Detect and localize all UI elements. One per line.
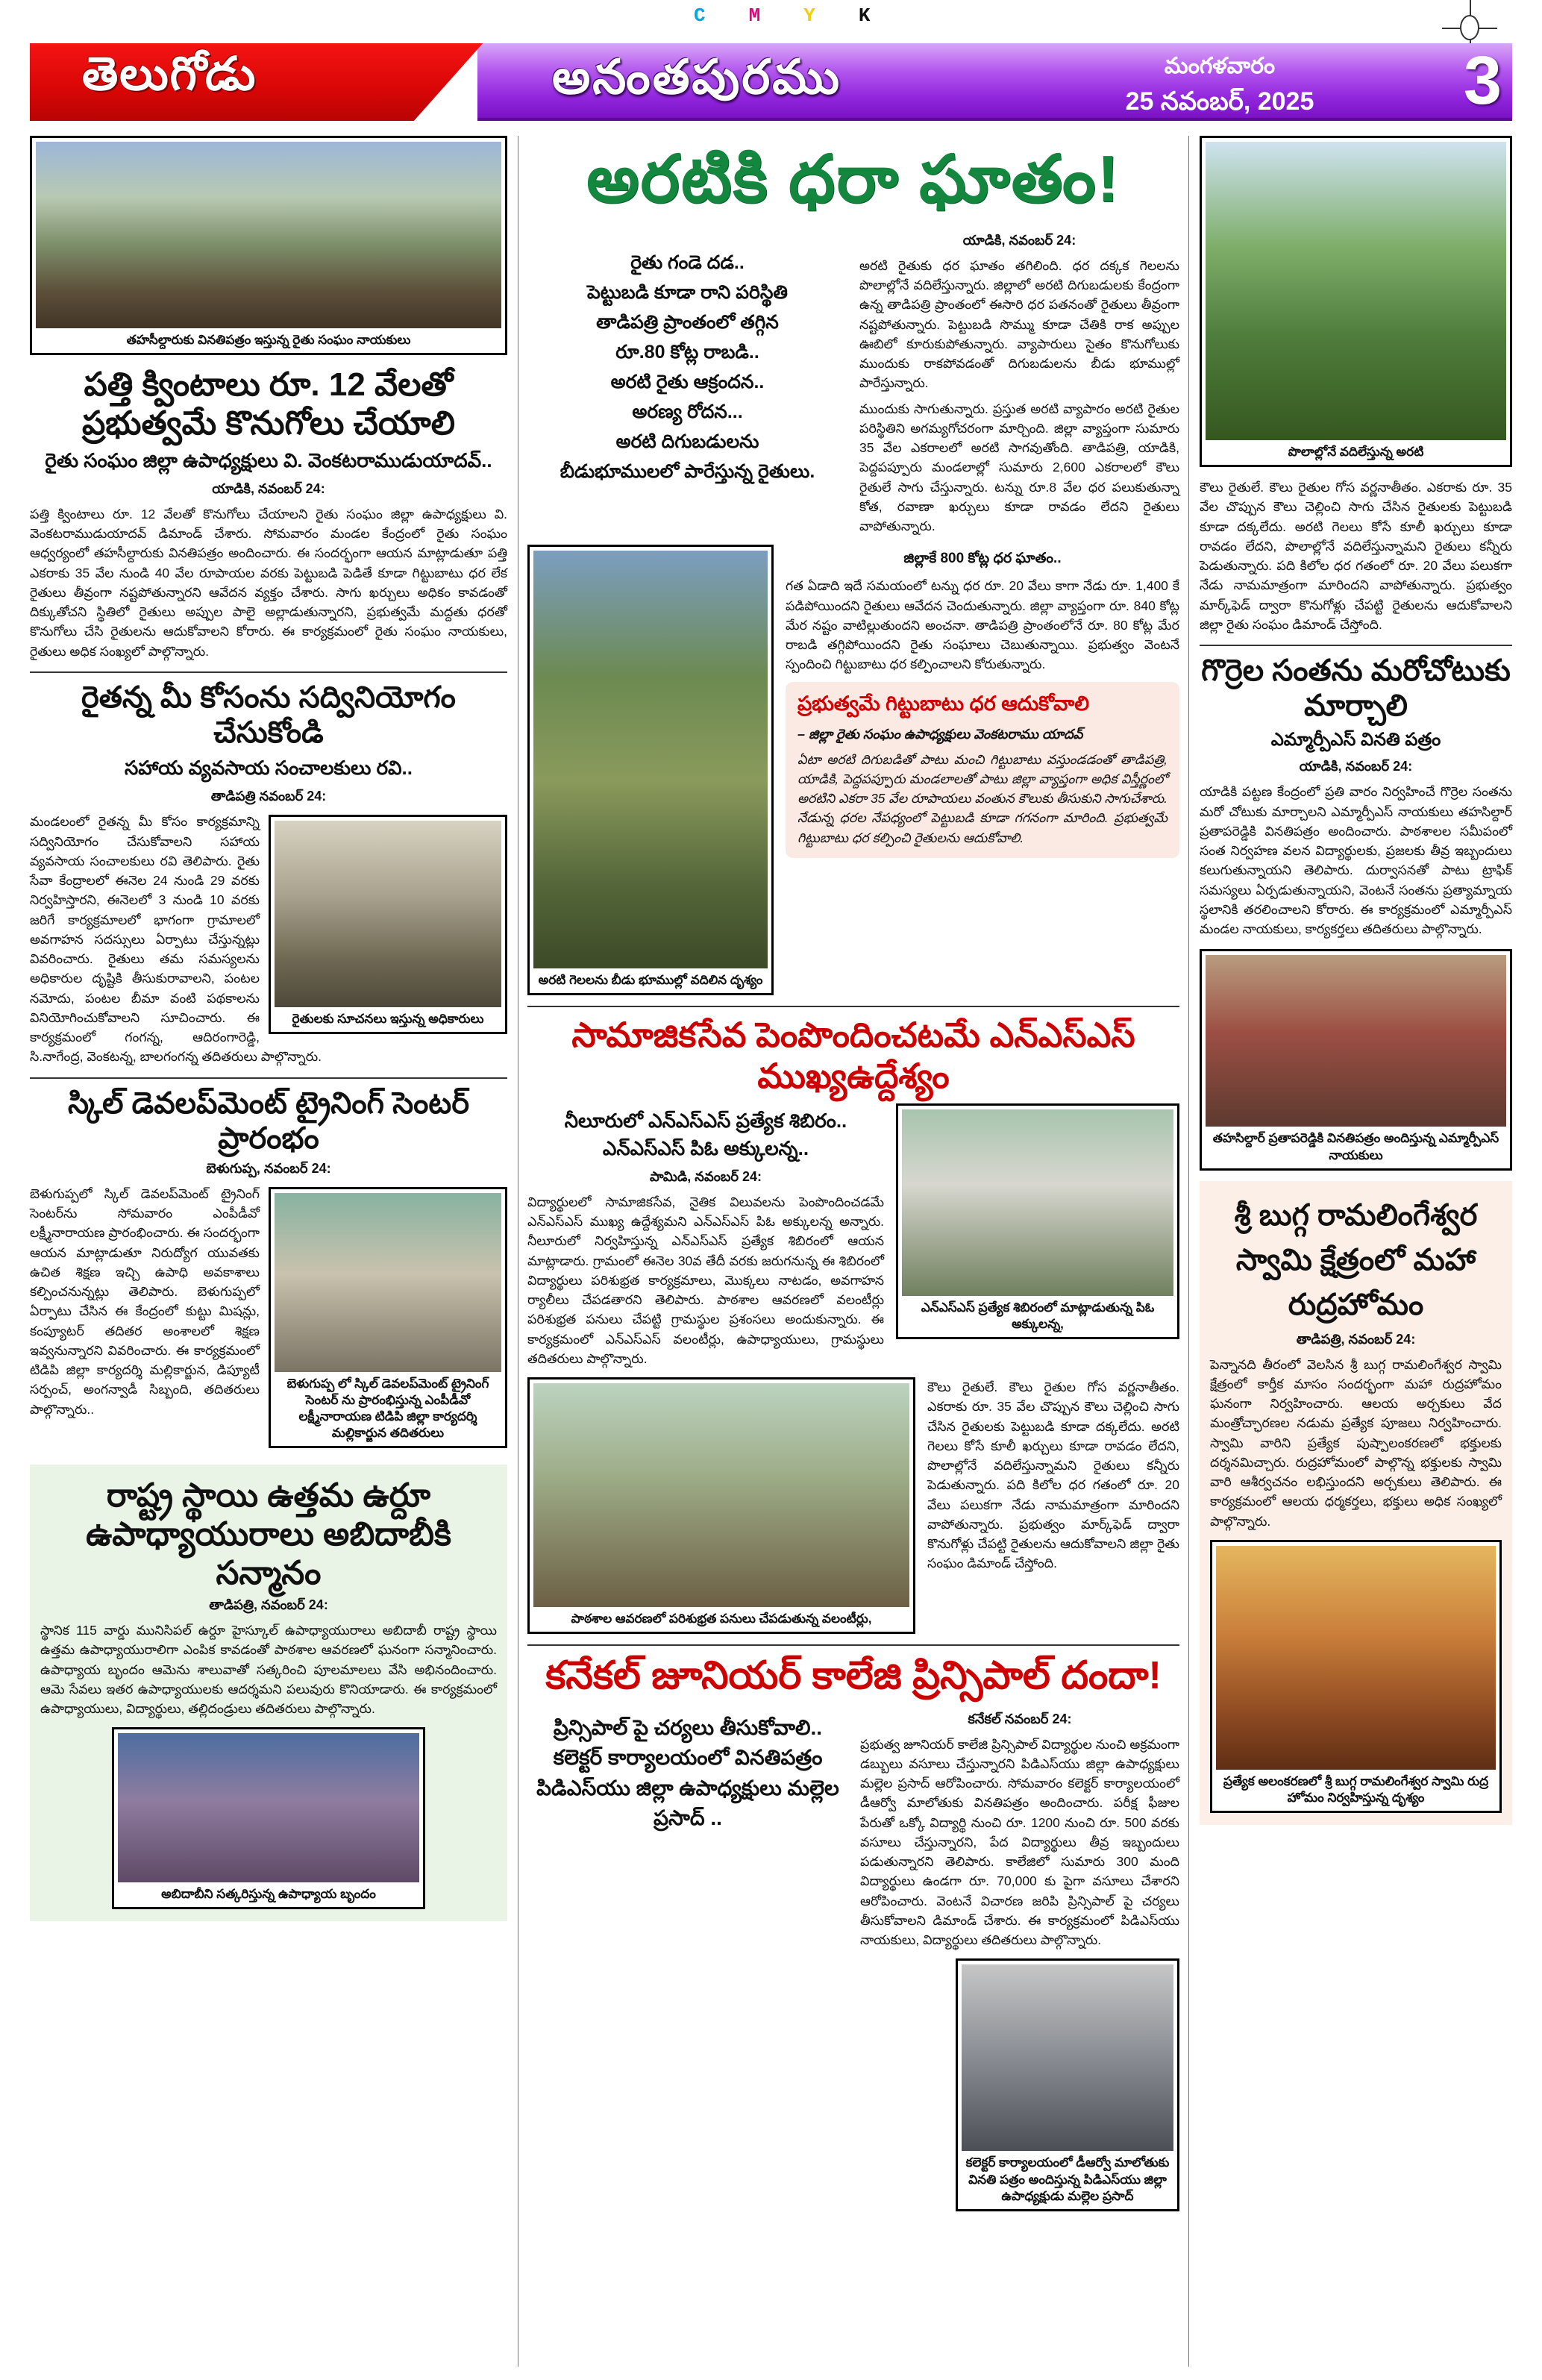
article-headline: శ్రీ బుగ్గ రామలింగేశ్వర స్వామి క్షేత్రంలో మహా రుద్రహోమం: [1234, 1198, 1478, 1321]
article-body: పత్తి క్వింటాలు రూ. 12 వేలతో కొనుగోలు చేయాలని రైతు సంఘం జిల్లా ఉపాధ్యక్షులు వి. వెంకటరాముడుయాదవ్ డిమాండ్ చేశారు. సోమవారం మండల కేంద్రంలో రైతు సంఘం ఆధ్వర్యంలో తహసీల్దారుకు వినతిపత్రం అందించారు. ఈ సందర్భంగా ఆయన మాట్లాడుతూ పత్తి ఎకరాకు 35 వేల నుండి 40 వేల రూపాయల వరకు పెట్టుబడి పెడితే కూడా గిట్టుబాటు ధర లేక రైతులు తీవ్రంగా నష్టపోతున్నారని ఆవేదన వ్యక్తం చేశారు. సాగు ఖర్చులు అధికం కావడంతో దిక్కుతోచని స్థితిలో రైతులు అప్పుల పాలై అల్లాడుతున్నారని, ప్రభుత్వమే మద్దతు ధరతో కొనుగోలు చేసి రైతులను ఆదుకోవాలని కోరారు. ఈ కార్యక్రమంలో రైతు సంఘం నాయకులు, రైతులు అధిక సంఖ్యలో పాల్గొన్నారు.: [30, 506, 507, 659]
crosshead: జిల్లాకే 800 కోట్ల ధర ఘాతం..: [903, 551, 1062, 567]
article-body: గత ఏడాది ఇదే సమయంలో టన్ను ధర రూ. 20 వేలు కాగా నేడు రూ. 1,400 కే పడిపోయిందని రైతులు ఆవేదన చెందుతున్నారు. జిల్లా వ్యాప్తంగా రూ. 840 కోట్ల మేర నష్టం వాటిల్లుతుందని అంచనా. తాడిపత్రి ప్రాంతంలోనే రూ. 80 కోట్ల మేర రాబడి తగ్గిపోయిందని రైతు సంఘాలు చెబుతున్నాయి. ప్రభుత్వం వెంటనే స్పందించి గిట్టుబాటు ధర కల్పించాలని కోరుతున్నారు.: [786, 578, 1179, 672]
dateline: బెళుగుప్ప, నవంబర్ 24:: [206, 1160, 331, 1176]
intro-line: పెట్టుబడి కూడా రాని పరిస్థితి: [587, 281, 788, 303]
left-column: [30, 136, 507, 2367]
article-headline: పత్తి క్వింటాలు రూ. 12 వేలతో ప్రభుత్వమే కొనుగోలు చేయాలి: [82, 366, 455, 442]
article-temple: [1200, 1181, 1512, 1825]
intro-line: రైతు గండె దడ..: [630, 251, 745, 273]
dateline: తాడిపత్రి నవంబర్ 24:: [210, 789, 327, 804]
article-body-wrap: [30, 812, 507, 1066]
temple-deity-photo: [1216, 1546, 1496, 1770]
banana-lead-text: [859, 228, 1179, 536]
article-body: ప్రభుత్వ జూనియర్ కాలేజి ప్రిన్సిపాల్ విద్యార్థుల నుంచి అక్రమంగా డబ్బులు వసూలు చేస్తున్నారని పిడిఎస్‌యు జిల్లా ఉపాధ్యక్షులు మల్లెల ప్రసాద్ ఆరోపించారు. సోమవారం కలెక్టర్ కార్యాలయంలో డీఆర్వో మాలోతుకు వినతిపత్రం అందించారు. పరీక్ష ఫీజుల పేరుతో ఒక్కో విద్యార్థి నుంచి రూ. 1200 నుంచి రూ. 500 వరకు వసూలు చేస్తున్నారని, పేద విద్యార్థులు తీవ్ర ఇబ్బందులు పడుతున్నారని తెలిపారు. కాలేజిలో సుమారు 300 మంది విద్యార్థులు ఉండగా రూ. 70,000 కు పైగా వసూలు చేశారని ఆరోపించారు. వెంటనే విచారణ జరిపి ప్రిన్సిపాల్ పై చర్యలు తీసుకోవాలని డిమాండ్ చేశారు. ఈ కార్యక్రమంలో పిడిఎస్‌యు నాయకులు, విద్యార్థులు తదితరులు పాల్గొన్నారు.: [860, 1736, 1179, 1948]
intro-line: అరటి దిగుబడులను: [615, 430, 759, 452]
article-nss: [527, 1006, 1179, 1634]
teacher-felicitation-photo: [118, 1733, 419, 1882]
page-number: 3: [1463, 43, 1502, 119]
article-subhead: సహాయ వ్యవసాయ సంచాలకులు రవి..: [125, 757, 413, 780]
photo-caption: పొలాల్లోనే వదిలేస్తున్న అరటి: [1288, 445, 1424, 459]
skill-centre-photo: [275, 1193, 501, 1372]
dateline: పామిడి, నవంబర్ 24:: [649, 1168, 762, 1184]
intro-line: రూ.80 కోట్ల రాబడి..: [615, 341, 759, 363]
principal-row2: [527, 1958, 1179, 2211]
masthead: [30, 43, 1512, 121]
photo-temple-deity: [1210, 1540, 1502, 1813]
article-principal: [527, 1644, 1179, 2211]
article-body: మండలంలో రైతన్న మీ కోసం కార్యక్రమాన్ని సద్వినియోగం చేసుకోవాలని సహాయ వ్యవసాయ సంచాలకులు రవి తెలిపారు. రైతు సేవా కేంద్రాలలో ఈనెల 24 నుండి 29 వరకు నిర్వహిస్తారని, ఈనెలలో 3 నుండి 10 వరకు జరిగే కార్యక్రమాలలో భాగంగా గ్రామాలలో అవగాహన సదస్సులు ఏర్పాటు చేస్తున్నట్లు వివరించారు. రైతులు తమ సమస్యలను అధికారుల దృష్టికి తీసుకురావాలని, పంటల నమోదు, పంటల బీమా వంటి పథకాలను వినియోగించుకోవాలని సూచించారు. ఈ కార్యక్రమంలో గంగన్న, ఆదిరంగారెడ్డి, సి.నాగేంద్ర, వెంకటన్న, బాలగంగన్న తదితరులు పాల్గొన్నారు.: [30, 814, 322, 1065]
photo-nss-speech: [896, 1103, 1179, 1339]
article-cotton: [30, 366, 507, 661]
article-skill: [30, 1077, 507, 1455]
officials-photo: [275, 821, 501, 1007]
article-body-continued: కౌలు రైతులే. కౌలు రైతుల గోస వర్ణనాతీతం. ఎకరాకు రూ. 35 వేల చొప్పున కౌలు చెల్లించి సాగు చేసిన రైతులకు పెట్టుబడి కూడా దక్కలేదు. అరటి గెలలు కోసే కూలీ ఖర్చులు కూడా రావడం లేదని, పొలాల్లోనే వదిలేస్తున్నామని రైతులు కన్నీరు పెడుతున్నారు. పది కిలోల ధర గతంలో రూ. 20 వేలు పలుకగా నేడు నామమాత్రంగా మారిందని వాపోతున్నారు. ప్రభుత్వం మార్క్‌ఫెడ్ ద్వారా కొనుగోళ్లు చేపట్టి రైతులను ఆదుకోవాలని జిల్లా రైతు సంఘం డిమాండ్ చేస్తోంది.: [927, 1380, 1179, 1571]
quote-title: ప్రభుత్వమే గిట్టుబాటు ధర ఆదుకోవాలి: [797, 692, 1090, 715]
article-body: పెన్నానది తీరంలో వెలసిన శ్రీ బుగ్గ రామలింగేశ్వర స్వామి క్షేత్రంలో కార్తీక మాసం సందర్భంగా మహా రుద్రహోమం ఘనంగా నిర్వహించారు. ఆలయ అర్చకులు వేద మంత్రోచ్ఛారణల నడుమ ప్రత్యేక పూజలు నిర్వహించారు. స్వామి వారిని ప్రత్యేక పుష్పాలంకరణలో భక్తులకు దర్శనమిచ్చారు. రుద్రహోమంలో పాల్గొన్న భక్తులకు స్వామి వారి ఆశీర్వచనం లభిస్తుందని అర్చకులు తెలిపారు. ఈ కార్యక్రమంలో ఆలయ ధర్మకర్తలు, భక్తులు అధిక సంఖ్యలో పాల్గొన్నారు.: [1210, 1356, 1502, 1529]
photo-caption: కలెక్టర్ కార్యాలయంలో డీఆర్వో మాలోతుకు వినతి పత్రం అందిస్తున్న పిడిఎస్‌యు జిల్లా ఉపాధ్యక్షుడు మల్లెల ప్రసాద్: [965, 2155, 1170, 2203]
photo-caption: తహసిల్దార్ ప్రతాపరెడ్డికి వినతిపత్రం అందిస్తున్న ఎమ్మార్పీఎస్ నాయకులు: [1212, 1131, 1499, 1162]
nss-lead: [527, 1103, 884, 1368]
farmers-group-photo: [36, 142, 501, 328]
intro-line: తాడిపత్రి ప్రాంతంలో తగ్గిన: [596, 311, 779, 333]
photo-caption: అబిదాబీని సత్కరిస్తున్న ఉపాధ్యాయ బృందం: [161, 1887, 376, 1902]
intro-line: అరటి రైతు ఆక్రందన..: [610, 371, 765, 392]
photo-caption: పాఠశాల ఆవరణలో పరిశుభ్రత పనులు చేపడుతున్న వలంటీర్లు,: [571, 1612, 872, 1626]
weekday: మంగళవారం: [1164, 54, 1276, 78]
cmyk-c: C: [694, 4, 706, 27]
quote-attribution: – జిల్లా రైతు సంఘం ఉపాధ్యక్షులు వెంకటరాము యాదవ్: [797, 726, 1083, 742]
photo-tahsildar-meeting: [1200, 949, 1512, 1170]
center-column: [518, 136, 1189, 2367]
principal-row1: [527, 1707, 1179, 1950]
date: 25 నవంబర్, 2025: [1125, 87, 1314, 116]
nss-row2: [527, 1377, 1179, 1634]
article-body-wrap: [30, 1184, 507, 1441]
article-body: విద్యార్థులలో సామాజికసేవ, నైతిక విలువలను పెంపొందించడమే ఎన్ఎస్ఎస్ ముఖ్య ఉద్దేశ్యమని ఎన్ఎస్ఎస్ పిఓ అక్కులన్న అన్నారు. నీలూరులో నిర్వహిస్తున్న ఎన్ఎస్ఎస్ ప్రత్యేక శిబిరంలో ఆయన మాట్లాడారు. గ్రామంలో ఈనెల 30వ తేదీ వరకు జరుగనున్న ఈ శిబిరంలో విద్యార్థులు పరిశుభ్రత కార్యక్రమాలు, మొక్కలు నాటడం, అవగాహన ర్యాలీలు చేపడతారని తెలిపారు. పాఠశాల ఆవరణలో వలంటీర్లు పరిశుభ్రత పనులు చేపట్టి గ్రామస్థుల ప్రశంసలు అందుకున్నారు. ఈ కార్యక్రమంలో ఎన్ఎస్ఎస్ వలంటీర్లు, ఉపాధ్యాయులు, గ్రామస్థులు తదితరులు పాల్గొన్నారు.: [527, 1194, 884, 1366]
photo-officials: [269, 815, 507, 1034]
photo-caption: ఎన్ఎస్ఎస్ ప్రత్యేక శిబిరంలో మాట్లాడుతున్న పిఓ అక్కులన్న,: [921, 1300, 1155, 1332]
photo-caption: అరటి గెలలను బీడు భూముల్లో వదిలిన దృశ్యం: [538, 973, 763, 988]
banana-lead: [527, 228, 1179, 536]
article-headline: స్కిల్ డెవలప్‌మెంట్ ట్రైనింగ్ సెంటర్ ప్రారంభం: [67, 1086, 470, 1155]
banana-field-photo: [1206, 142, 1506, 440]
article-subhead: రైతు సంఘం జిల్లా ఉపాధ్యక్షులు వి. వెంకటరాముడుయాదవ్..: [45, 448, 492, 472]
photo-nss-volunteers: [527, 1377, 915, 1634]
nss-speech-photo: [902, 1109, 1173, 1296]
main-headline: అరటికి ధరా ఘాతం!: [586, 142, 1121, 216]
dateline: తాడిపత్రి, నవంబర్ 24:: [1296, 1331, 1416, 1347]
photo-caption: ప్రత్యేక అలంకరణలో శ్రీ బుగ్గ రామలింగేశ్వర స్వామి రుద్ర హోమం నిర్వహిస్తున్న దృశ్యం: [1223, 1773, 1489, 1805]
page-content: [30, 136, 1512, 2367]
banana-dumped-photo: [533, 551, 768, 968]
cmyk-y: Y: [803, 4, 815, 27]
intro-line: అరణ్య రోదన...: [632, 401, 743, 422]
article-sheep: [1200, 645, 1512, 939]
photo-caption: రైతులకు సూచనలు ఇస్తున్న అధికారులు: [292, 1012, 484, 1027]
nss-volunteers-photo: [533, 1383, 909, 1607]
photo-collector-office: [956, 1958, 1179, 2211]
article-headline: సామాజికసేవ పెంపొందించటమే ఎన్ఎస్ఎస్ ముఖ్యఉద్దేశ్యం: [571, 1015, 1135, 1095]
cmyk-m: M: [748, 4, 761, 27]
article-subhead: ప్రిన్సిపాల్ పై చర్యలు తీసుకోవాలి.. కలెక్టర్ కార్యాలయంలో వినతిపత్రం పిడిఎస్‌యు జిల్లా ఉపాధ్యక్షులు మల్లెల ప్రసాద్ ..: [536, 1715, 839, 1830]
dateline: తాడిపత్రి, నవంబర్ 24:: [209, 1597, 328, 1612]
article-body: స్థానిక 115 వార్డు మునిసిపల్ ఉర్దూ హైస్కూల్ ఉపాధ్యాయురాలు అబిదాబీ రాష్ట్ర స్థాయి ఉత్తమ ఉపాధ్యాయురాలిగా ఎంపిక కావడంతో పాఠశాల ఆవరణలో ఘనంగా సన్మానించారు. ఉపాధ్యాయ బృందం ఆమెను శాలువాతో సత్కరించి పూలమాలలు వేసి అభినందించారు. ఆమె సేవలు ఇతర ఉపాధ్యాయులకు ఆదర్శమని పలువురు కొనియాడారు. ఈ కార్యక్రమంలో ఉపాధ్యాయులు, విద్యార్థులు, తల్లిదండ్రులు తదితరులు పాల్గొన్నారు.: [40, 1623, 497, 1716]
banana-continued-text: కౌలు రైతులే. కౌలు రైతుల గోస వర్ణనాతీతం. ఎకరాకు రూ. 35 వేల చొప్పున కౌలు చెల్లించి సాగు చేసిన రైతులకు పెట్టుబడి కూడా దక్కలేదు. అరటి గెలలు కోసే కూలీ ఖర్చులు కూడా రావడం లేదని, పొలాల్లోనే వదిలేస్తున్నామని రైతులు కన్నీరు పెడుతున్నారు. పది కిలోల ధర గతంలో రూ. 20 వేలు పలుకగా నేడు నామమాత్రంగా మారిందని వాపోతున్నారు. ప్రభుత్వం మార్క్‌ఫెడ్ ద్వారా కొనుగోళ్లు చేపట్టి రైతులను ఆదుకోవాలని జిల్లా రైతు సంఘం డిమాండ్ చేస్తోంది.: [1200, 480, 1512, 632]
photo-banana-dumped: [527, 545, 774, 995]
dateline: యాడికి, నవంబర్ 24:: [212, 480, 325, 496]
cmyk-k: K: [858, 4, 871, 27]
dateline: యాడికి, నవంబర్ 24:: [962, 232, 1076, 248]
intro-line: బీడుభూములలో పారేస్తున్న రైతులు.: [560, 460, 815, 482]
photo-caption: బెళుగుప్ప లో స్కిల్ డెవలప్‌మెంట్ ట్రైనింగ్ సెంటర్ ను ప్రారంభిస్తున్న ఎంపీడీవో లక్ష్మీనారాయణ టిడిపి జిల్లా కార్యదర్శి మల్లికార్జున తదితరులు: [286, 1376, 489, 1441]
collector-office-photo: [962, 1964, 1173, 2151]
article-body: బెళుగుప్పలో స్కిల్ డెవలప్‌మెంట్ ట్రైనింగ్ సెంటర్‌ను సోమవారం ఎంపీడీవో లక్ష్మీనారాయణ ప్రారంభించారు. ఈ సందర్భంగా ఆయన మాట్లాడుతూ నిరుద్యోగ యువతకు ఉచిత శిక్షణ ఇచ్చి ఉపాధి అవకాశాలు కల్పించనున్నట్లు తెలిపారు. బెళుగుప్పలో ఏర్పాటు చేసిన ఈ కేంద్రంలో కుట్టు మిషన్లు, కంప్యూటర్ తదితర అంశాలలో శిక్షణ ఇవ్వనున్నారని వివరించారు. ఈ కార్యక్రమంలో టిడిపి జిల్లా కార్యదర్శి మల్లికార్జున, డిప్యూటీ సర్పంచ్, అంగన్వాడీ సిబ్బంది, తదితరులు పాల్గొన్నారు..: [30, 1186, 260, 1417]
edition-name: అనంతపురము: [552, 50, 842, 104]
banana-mid-row: [527, 545, 1179, 995]
dateline: యాడికి, నవంబర్ 24:: [1299, 759, 1413, 774]
photo-caption: తహసీల్దారుకు వినతిపత్రం ఇస్తున్న రైతు సంఘం నాయకులు: [126, 333, 411, 347]
article-urdu-teacher: [30, 1465, 507, 1921]
article-body: యాడికి పట్టణ కేంద్రంలో ప్రతి వారం నిర్వహించే గొర్రెల సంతను మరో చోటుకు మార్చాలని ఎమ్మార్పీఎస్ నాయకులు తహసిల్దార్ ప్రతాపరెడ్డికి వినతిపత్రం అందించారు. పాఠశాలల సమీపంలో సంత నిర్వహణ వలన విద్యార్థులకు, ప్రజలకు తీవ్ర ఇబ్బందులు కలుగుతున్నాయని తెలిపారు. దుర్వాసనతో పాటు ట్రాఫిక్ సమస్యలు ఏర్పడుతున్నాయని, వెంటనే సంతను ప్రత్యామ్నాయ స్థలానికి తరలించాలని కోరారు. ఈ కార్యక్రమంలో ఎమ్మార్పీఎస్ మండల నాయకులు, కార్యకర్తలు తదితరులు పాల్గొన్నారు.: [1200, 784, 1512, 937]
banana-intro-deck: [527, 228, 847, 536]
nss-row1: [527, 1103, 1179, 1368]
quote-body: ఏటా అరటి దిగుబడితో పాటు మంచి గిట్టుబాటు వస్తుండడంతో తాడిపత్రి, యాడికి, పెద్దపప్పూరు మండలాలతో పాటు జిల్లా వ్యాప్తంగా అధిక విస్తీర్ణంలో అరటిని ఎకరా 35 వేల రూపాయలు వంతున కౌలుకు తీసుకుని సాగుచేశారు. నేడున్న ధరల నేపధ్యంలో పెట్టుబడి కూడా గగనంగా మారింది. ప్రభుత్వమే గిట్టుబాటు ధర కల్పించి రైతులను ఆదుకోవాలి.: [797, 751, 1168, 845]
principal-lead: [860, 1707, 1179, 1950]
photo-farmers-group: [30, 136, 507, 355]
article-headline: రైతన్న మీ కోసంను సద్వినియోగం చేసుకోండి: [81, 680, 456, 750]
article-headline: గొర్రెల సంతను మరోచోటుకు మార్చాలి: [1201, 654, 1511, 723]
dateline: కనేకల్ నవంబర్ 24:: [968, 1711, 1072, 1726]
article-subhead: నీలూరులో ఎన్ఎస్ఎస్ ప్రత్యేక శిబిరం.. ఎన్ఎస్ఎస్ పిఓ అక్కులన్న..: [564, 1109, 847, 1159]
tahsildar-meeting-photo: [1206, 955, 1506, 1127]
newspaper-logo: తెలుగోడు: [82, 48, 257, 100]
article-headline: రాష్ట్ర స్థాయి ఉత్తమ ఉర్దూ ఉపాధ్యాయురాలు అబిదాబీకి సన్మానం: [86, 1477, 451, 1592]
photo-teacher-felicitation: [112, 1727, 425, 1909]
article-banana: [527, 136, 1179, 995]
article-subhead: ఎమ్మార్పీఎస్ వినతి పత్రం: [1270, 730, 1441, 751]
photo-skill-centre: [269, 1187, 507, 1448]
date-block: [1097, 54, 1343, 122]
article-ravi: [30, 671, 507, 1067]
quote-box: [786, 682, 1179, 858]
banana-mid-text: [786, 545, 1179, 995]
article-headline: కనేకల్ జూనియర్ కాలేజి ప్రిన్సిపాల్ దందా!: [545, 1654, 1162, 1698]
article-body: అరటి రైతుకు ధర ఘాతం తగిలింది. ధర దక్కక గెలలను పొలాల్లోనే వదిలేస్తున్నారు. జిల్లాలో అరటి దిగుబడులకు కేంద్రంగా ఉన్న తాడిపత్రి ప్రాంతంలో ఈసారి ధర పతనంతో రైతులు తీవ్రంగా నష్టపోతున్నారు. పెట్టుబడి సొమ్ము కూడా చేతికి రాక అప్పుల ఊబిలో కూరుకుపోతున్నారు. వ్యాపారులు సైతం కొనుగోలుకు ముందుకు రాకపోవడంతో దిగుబడులను బీడు భూముల్లో పారేస్తున్నారు.: [859, 257, 1179, 391]
photo-banana-field: [1200, 136, 1512, 467]
cmyk-marks: [694, 4, 870, 27]
right-column: [1200, 136, 1512, 2367]
article-body: ముందుకు సాగుతున్నారు. ప్రస్తుత అరటి వ్యాపారం అరటి రైతుల పరిస్థితిని అగమ్యగోచరంగా మార్చింది. జిల్లా వ్యాప్తంగా సుమారు 35 వేల ఎకరాలలో అరటి సాగవుతోంది. తాడిపత్రి, యాడికి, పెద్దపప్పూరు మండలాల్లో సుమారు 2,600 ఎకరాలలో కౌలు రైతులే సాగు చేస్తున్నారు. టన్ను రూ.8 వేల ధర పలుకుతున్నా కోత, రవాణా ఖర్చులు కూడా రావడం లేదని రైతులు వాపోతున్నారు.: [859, 401, 1179, 534]
